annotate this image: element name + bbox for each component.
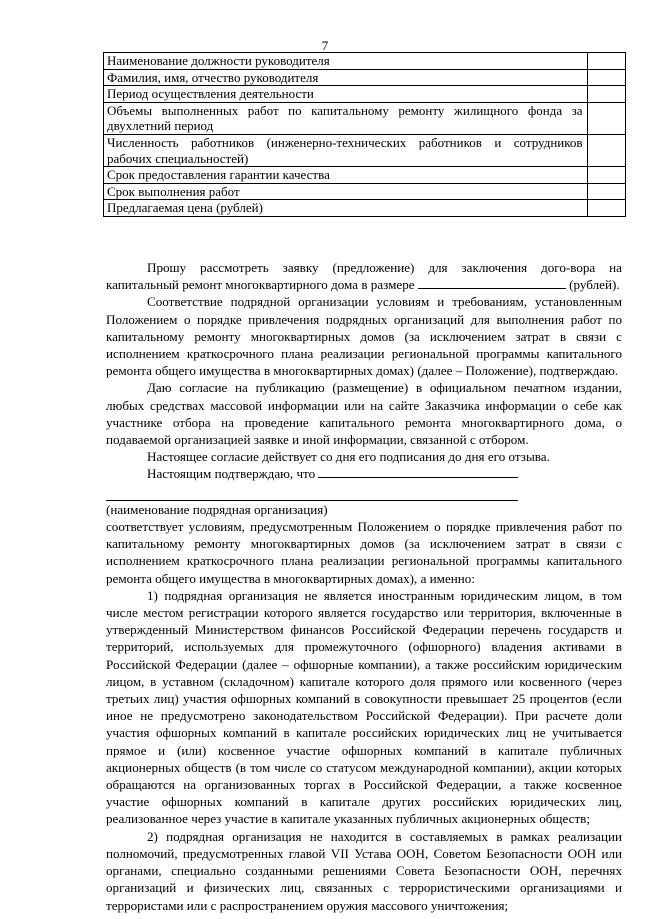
- row-value-cell[interactable]: [587, 183, 625, 200]
- row-value-cell[interactable]: [587, 134, 625, 166]
- table-row: [104, 86, 626, 103]
- request-unit: (рублей).: [569, 277, 620, 293]
- condition-item-2: 2) подрядная организация не находится в составляемых в рамках реализации полномочий, предусмотренных главой VII Устава ООН, Советом Безопасности ООН или органами, специально созданными решениями Совета Безопасности ООН, перечнях организаций и физических лиц, связанных с террористическими организациями и террористами или с распространением оружия массового уничтожения;: [106, 828, 622, 913]
- conditions-paragraph: соответствует условиям, предусмотренным Положением о порядке привлечения работ по капитальному ремонту многоквартирных домов (за исключением затрат в связи с исполнением краткосрочного плана реализации региональной программы капитального ремонта общего имущества в многоквартирных домах), а именно:: [106, 519, 622, 586]
- table-row: [104, 183, 626, 200]
- table-row: [104, 134, 626, 166]
- row-label: Численность работников (инженерно-технических работников и сотрудников рабочих специальностей): [104, 134, 588, 166]
- row-value-cell[interactable]: [587, 69, 625, 86]
- compliance-paragraph: Соответствие подрядной организации условиям и требованиям, установленным Положением о порядке привлечения подрядных организаций для выполнения работ по капитальному ремонту многоквартирных домов (за исключением затрат в связи с исполнением краткосрочного плана реализации региональной программы капитального ремонта общего имущества в многоквартирных домах) (далее – Положение), подтверждаю.: [106, 294, 622, 379]
- table-row: [104, 167, 626, 184]
- page-number: 7: [321, 38, 329, 53]
- applicant-info-table: [103, 52, 626, 217]
- row-label: Объемы выполненных работ по капитальному ремонту жилищного фонда за двухлетний период: [104, 102, 588, 134]
- row-value-cell[interactable]: [587, 102, 625, 134]
- row-label: Срок предоставления гарантии качества: [104, 167, 588, 184]
- table-row: [104, 69, 626, 86]
- row-label: Фамилия, имя, отчество руководителя: [104, 69, 588, 86]
- row-value-cell[interactable]: [587, 86, 625, 103]
- row-value-cell[interactable]: [587, 167, 625, 184]
- consent-paragraph: Даю согласие на публикацию (размещение) в официальном печатном издании, любых средствах массовой информации или на сайте Заказчика информации о себе как участнике отбора на проведение капитального ремонта многоквартирного дома, о подаваемой организацией заявке и иной информации, связанной с отбором.: [106, 380, 622, 448]
- row-value-cell[interactable]: [587, 53, 625, 70]
- amount-blank: [418, 276, 566, 289]
- row-label: Предлагаемая цена (рублей): [104, 200, 588, 217]
- confirmation-paragraph: [106, 465, 622, 482]
- table-row: [104, 102, 626, 134]
- table-row: [104, 200, 626, 217]
- organization-caption: (наименование подрядная организация): [106, 501, 328, 517]
- row-label: Срок выполнения работ: [104, 183, 588, 200]
- condition-item-1: 1) подрядная организация не является иностранным юридическим лицом, в том числе местом регистрации которого является государство или территория, включенные в утвержденный Министерством финансов Российской Федерации перечень государств и территорий, используемых для промежуточного (офшорного) владения активами в Российской Федерации (далее – офшорные компании), а также российским юридическим лицом, в уставном (складочном) капитале которого доля прямого или косвенного (через третьих лиц) участия офшорных компаний в совокупности превышает 25 процентов (если иное не предусмотрено законодательством Российской Федерации). При расчете доли участия офшорных компаний в капитале российских юридических лиц не учитывается прямое и (или) косвенное участие офшорных компаний в капитале публичных акционерных обществ (в том числе со статусом международной компании), акции которых обращаются на организованных торгах в Российской Федерации, а также косвенное участие офшорных компаний в капитале других российских юридических лиц, реализованное через участие в капитале указанных публичных акционерных обществ;: [106, 587, 622, 827]
- row-label: Период осуществления деятельности: [104, 86, 588, 103]
- row-label: Наименование должности руководителя: [104, 53, 588, 70]
- request-text: Прошу рассмотреть заявку (предложение) для заключения дого-вора на капитальный ремонт многоквартирного дома в размере: [106, 260, 622, 293]
- application-body: [106, 259, 622, 914]
- confirmation-text: Настоящим подтверждаю, что: [147, 466, 316, 482]
- table-row: [104, 53, 626, 70]
- organization-name-line: [106, 483, 518, 501]
- consent-validity-paragraph: Настоящее согласие действует со дня его подписания до дня его отзыва.: [147, 449, 550, 465]
- request-paragraph: [106, 259, 622, 293]
- row-value-cell[interactable]: [587, 200, 625, 217]
- organization-name-blank: [318, 465, 518, 478]
